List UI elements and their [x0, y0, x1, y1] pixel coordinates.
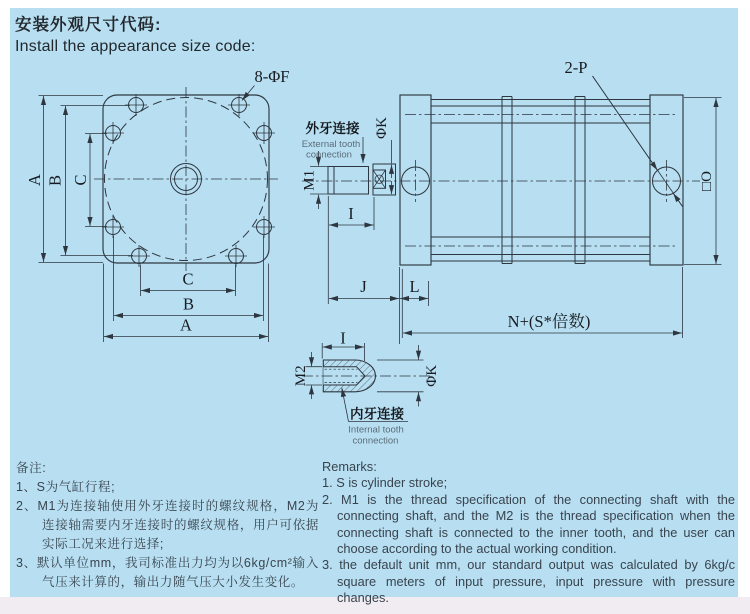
dim-label-l: L	[409, 277, 420, 296]
intermediate-plates	[502, 97, 585, 264]
page-title-zh: 安装外观尺寸代码:	[15, 16, 162, 34]
dim-label-b-bottom: B	[182, 294, 195, 314]
dim-label-square-o: □O	[698, 171, 715, 191]
remarks-zh	[16, 459, 319, 592]
side-view	[301, 58, 721, 344]
internal-tooth-label-zh: 内牙连接	[350, 406, 404, 423]
remarks-zh-item-3: 3、默认单位mm，我司标准出力均为以6kg/cm²输入气压来计算的，输出力随气压大小发生变化。	[16, 556, 319, 589]
internal-tooth-label-en1: Internal tooth	[348, 424, 404, 436]
remarks-zh-item-2: 2、M1为连接轴使用外牙连接时的螺纹规格，M2为连接轴需要内牙连接时的螺纹规格，用户可依据实际工况来进行选择;	[16, 499, 319, 551]
remarks-zh-item-1: 1、S为气缸行程;	[16, 480, 116, 494]
dim-label-b-left: B	[45, 174, 65, 187]
dim-label-n: N+(S*倍数)	[507, 312, 591, 331]
page-title-en: Install the appearance size code:	[15, 38, 256, 55]
external-tooth-label-en2: connection	[306, 149, 352, 161]
external-tooth-label-en1: External tooth	[301, 139, 361, 150]
remarks-en-item-1: 1. S is cylinder stroke;	[322, 475, 448, 491]
dim-label-phik-side: ΦK	[373, 117, 390, 139]
ports-label: 2-P	[564, 58, 588, 77]
dim-label-m1: M1	[301, 169, 318, 191]
remarks-en-header: Remarks:	[322, 459, 377, 474]
remarks-zh-header: 备注:	[16, 461, 47, 475]
dim-label-c-left: C	[70, 174, 90, 186]
dim-label-phik-internal: ΦK	[423, 364, 440, 387]
remarks-en-item-2: 2. M1 is the thread specification of the connecting shaft with the connecting shaft, and the M2 is the thread specification when the connecting shaft is connected to the inner tooth, and the user can choose according to the actual working condition.	[322, 491, 735, 557]
front-view	[25, 67, 290, 342]
remarks-en-item-3: 3. the default unit mm, our standard output was calculated by 6kg/c square meters of input pressure, input pressure with pressure changes.	[322, 557, 735, 606]
external-tooth-label-zh: 外牙连接	[305, 121, 360, 137]
dim-label-c-bottom: C	[182, 269, 194, 289]
dim-label-i-side: I	[348, 204, 354, 223]
external-thread-stud	[328, 164, 396, 195]
internal-tooth-view	[293, 329, 440, 447]
dim-label-a-left: A	[24, 174, 44, 186]
bolt-pattern-label: 8-ΦF	[254, 67, 290, 86]
bolt-holes	[102, 94, 275, 267]
dim-label-a-bottom: A	[180, 315, 192, 335]
dim-label-i-internal: I	[340, 328, 346, 348]
front-view-dimensions	[39, 86, 269, 343]
remarks-en	[322, 459, 735, 607]
dim-label-j: J	[360, 277, 367, 296]
dim-label-m2: M2	[292, 365, 309, 387]
internal-tooth-label-en2: connection	[352, 435, 399, 447]
